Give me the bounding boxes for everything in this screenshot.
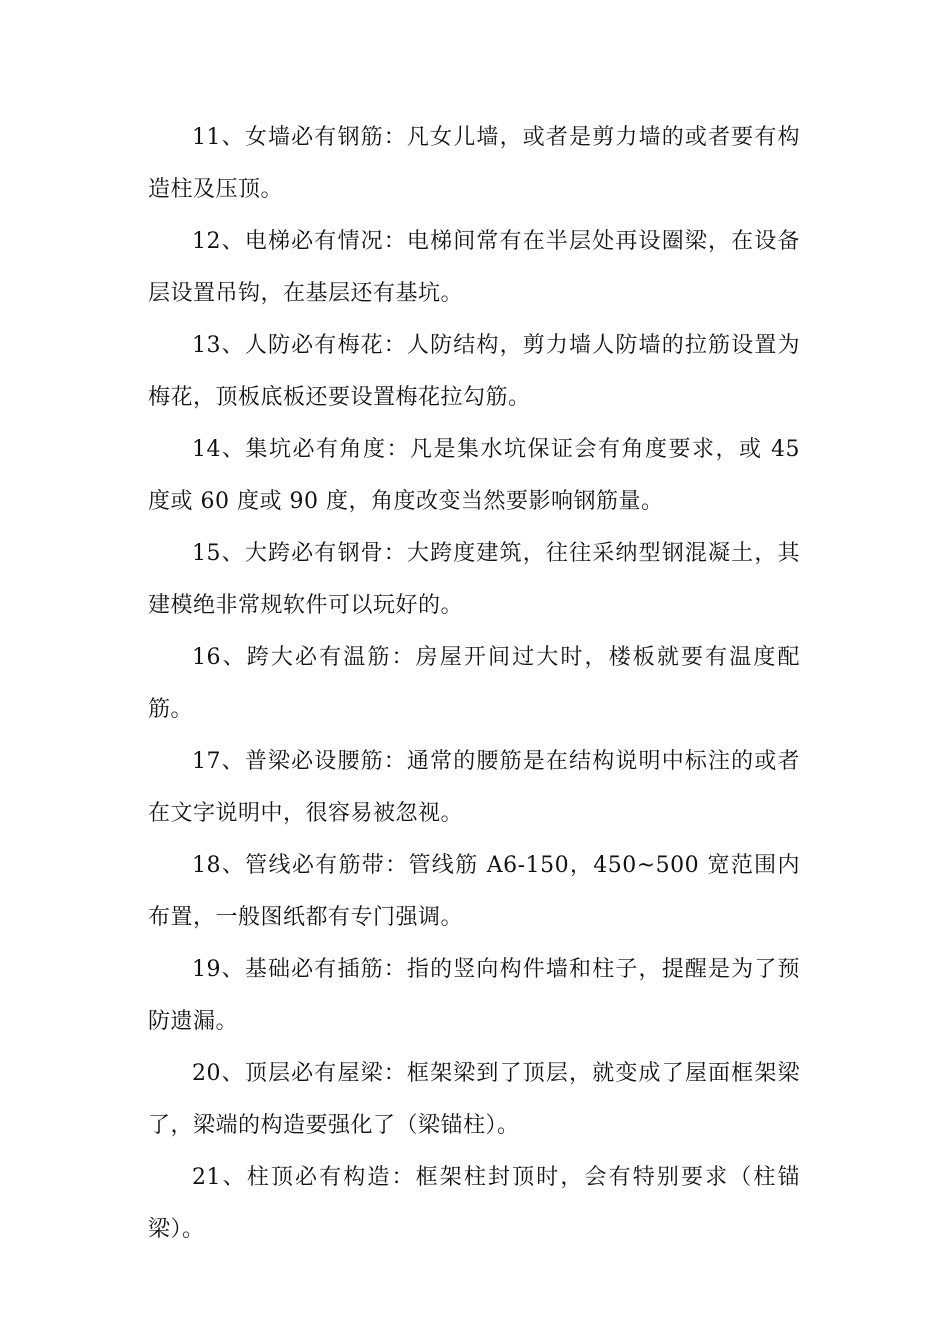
paragraph-16: 16、跨大必有温筋：房屋开间过大时，楼板就要有温度配筋。 — [148, 645, 800, 722]
paragraph-13: 13、人防必有梅花：人防结构，剪力墙人防墙的拉筋设置为梅花，顶板底板还要设置梅花拉勾筋。 — [148, 333, 800, 410]
paragraph-14: 14、集坑必有角度：凡是集水坑保证会有角度要求，或 45 度或 60 度或 90 度，角度改变当然要影响钢筋量。 — [148, 437, 800, 514]
document-body — [148, 112, 800, 1256]
paragraph-12: 12、电梯必有情况：电梯间常有在半层处再设圈梁，在设备层设置吊钩，在基层还有基坑。 — [148, 229, 800, 306]
paragraph-15: 15、大跨必有钢骨：大跨度建筑，往往采纳型钢混凝土，其建模绝非常规软件可以玩好的。 — [148, 541, 800, 618]
paragraph-21: 21、柱顶必有构造：框架柱封顶时，会有特别要求（柱锚梁）。 — [148, 1165, 800, 1242]
paragraph-11: 11、女墙必有钢筋：凡女儿墙，或者是剪力墙的或者要有构造柱及压顶。 — [148, 125, 800, 202]
paragraph-20: 20、顶层必有屋梁：框架梁到了顶层，就变成了屋面框架梁了，梁端的构造要强化了（梁锚柱）。 — [148, 1061, 800, 1138]
paragraph-19: 19、基础必有插筋：指的竖向构件墙和柱子，提醒是为了预防遗漏。 — [148, 957, 800, 1034]
paragraph-18: 18、管线必有筋带：管线筋 A6-150，450~500 宽范围内布置，一般图纸都有专门强调。 — [148, 853, 800, 930]
paragraph-17: 17、普梁必设腰筋：通常的腰筋是在结构说明中标注的或者在文字说明中，很容易被忽视。 — [148, 749, 800, 826]
